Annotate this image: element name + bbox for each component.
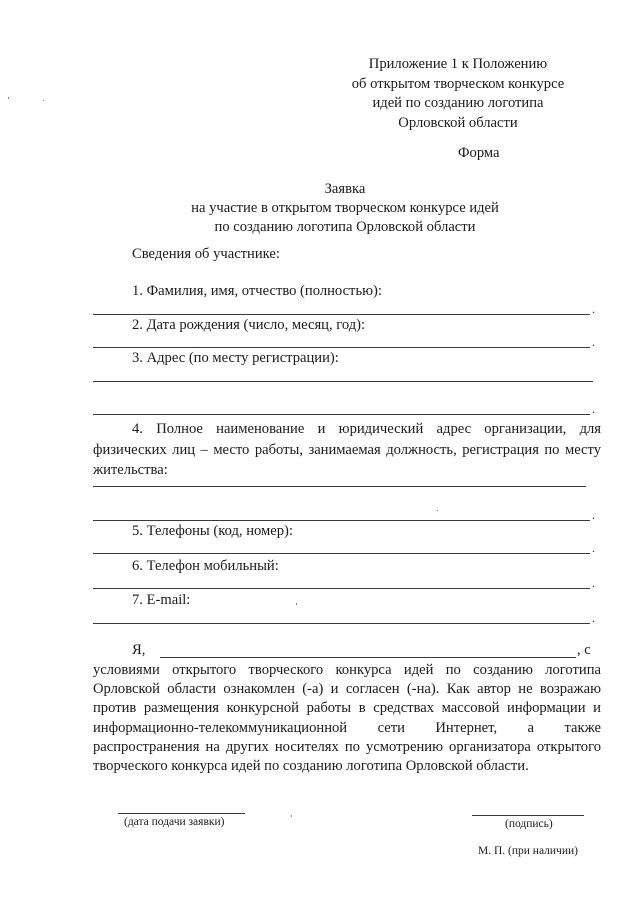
email-period: .: [592, 611, 595, 625]
field-label-birth-date: 2. Дата рождения (число, месяц, год):: [132, 317, 366, 333]
field-label-address: 3. Адрес (по месту регистрации):: [132, 350, 339, 366]
section-heading: Сведения об участнике:: [132, 246, 280, 262]
appendix-header: [328, 55, 588, 133]
address-input-line-1[interactable]: [93, 381, 593, 382]
scan-speck: [8, 97, 9, 99]
organization-input-line-2[interactable]: [93, 520, 590, 521]
birth-date-period: .: [592, 335, 595, 349]
field-label-full-name: 1. Фамилия, имя, отчество (полностью):: [132, 283, 382, 299]
address-input-line-2[interactable]: [93, 414, 590, 415]
date-signature-line[interactable]: [118, 813, 245, 814]
document-title: [150, 180, 540, 237]
appendix-header-line-2: об открытом творческом конкурсе: [351, 75, 565, 92]
document-title-line-2: на участие в открытом творческом конкурсе идей: [191, 200, 499, 216]
email-input-line[interactable]: [93, 623, 590, 624]
phones-input-line[interactable]: [93, 553, 590, 554]
agreement-text: условиями открытого творческого конкурса идей по созданию логотипа Орловской области ознакомлен (-а) и согласен (-на). Как автор не возражаю против размещения конкурсной работы в средствах массовой информации и информационно-телекоммуникационной сети Интернет, а также распространения на других носителях по усмотрению организатора открытого творческого конкурса идей по созданию логотипа Орловской области.: [93, 662, 601, 775]
address-period: .: [592, 402, 595, 416]
agreement-end: , с: [577, 642, 591, 658]
appendix-header-line-1: Приложение 1 к Положению: [368, 56, 548, 72]
organization-period: .: [592, 508, 595, 522]
full-name-period: .: [592, 302, 595, 316]
date-caption: (дата подачи заявки): [124, 816, 225, 828]
field-label-mobile: 6. Телефон мобильный:: [132, 558, 279, 574]
scan-speck: [437, 510, 438, 511]
mobile-period: .: [592, 576, 595, 590]
signature-line[interactable]: [472, 815, 584, 816]
full-name-input-line[interactable]: [93, 314, 590, 315]
birth-date-input-line[interactable]: [93, 347, 590, 348]
document-title-line-3: по созданию логотипа Орловской области: [214, 219, 476, 235]
appendix-header-line-3: идей по созданию логотипа: [372, 95, 544, 111]
phones-period: .: [592, 541, 595, 555]
document-title-line-1: Заявка: [324, 181, 366, 197]
stamp-caption: М. П. (при наличии): [478, 845, 578, 857]
participant-name-input-line[interactable]: [160, 657, 576, 658]
mobile-input-line[interactable]: [93, 588, 590, 589]
agreement-start: Я,: [132, 642, 146, 658]
scan-speck: [43, 100, 44, 101]
form-label: Форма: [458, 145, 500, 161]
scan-speck: [296, 603, 297, 605]
organization-input-line-1[interactable]: [93, 486, 586, 487]
field-label-phones: 5. Телефоны (код, номер):: [132, 523, 293, 539]
field-label-organization: 4. Полное наименование и юридический адрес организации, для физических лиц – место работы, занимаемая должность, регистрация по месту жительства:: [93, 421, 601, 478]
scan-speck: [291, 815, 292, 817]
signature-caption: (подпись): [505, 818, 553, 830]
appendix-header-line-4: Орловской области: [398, 114, 518, 131]
field-label-email: 7. E-mail:: [132, 592, 191, 608]
